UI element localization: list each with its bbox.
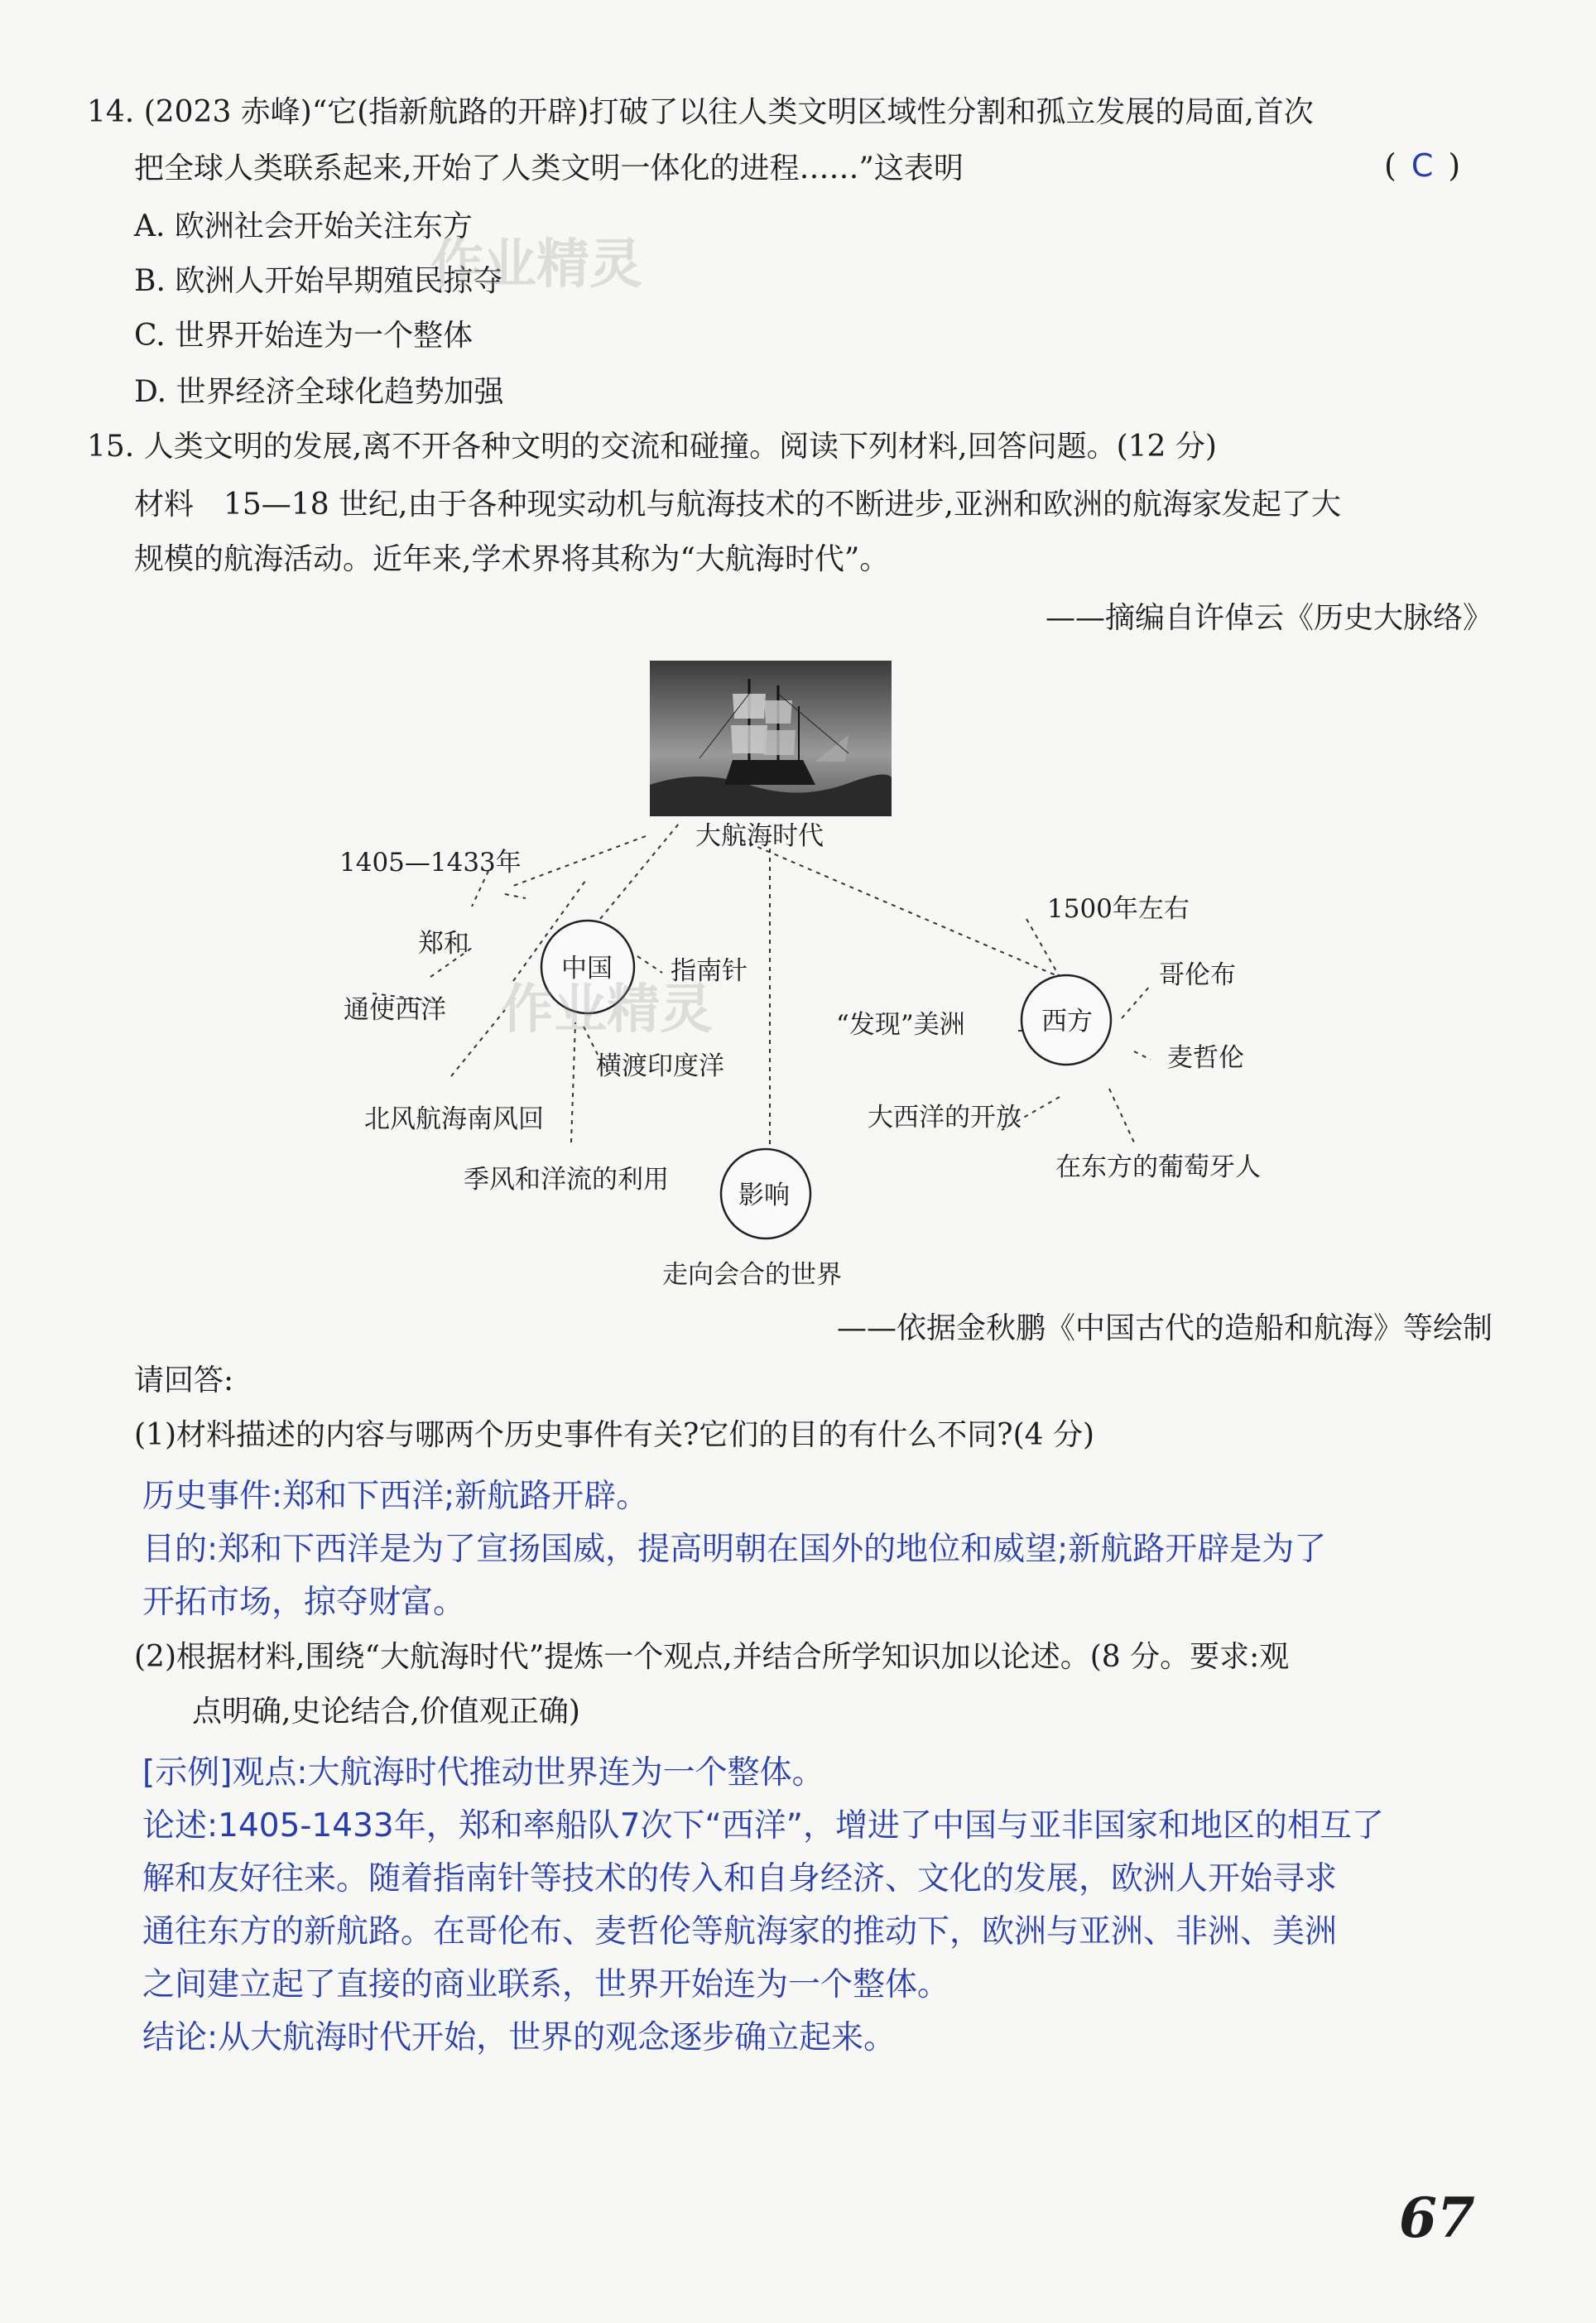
west-item-2: 麦哲伦 [1167, 1043, 1244, 1073]
china-item-6: 指南针 [671, 956, 748, 986]
q14-answer: C [1411, 147, 1434, 184]
q15-sub2-line2: 点明确,史论结合,价值观正确) [192, 1695, 580, 1729]
page-number: 67 [1399, 2186, 1475, 2250]
voyage-diagram [298, 646, 1341, 1308]
q15-source1: ——摘编自许倬云《历史大脉络》 [1045, 601, 1493, 635]
q14-option-d: D. 世界经济全球化趋势加强 [134, 375, 504, 409]
q15-ans2-line2: 论述:1405-1433年，郑和率船队7次下“西洋”，增进了中国与亚非国家和地区的相互了 [142, 1807, 1384, 1844]
q15-ask: 请回答: [134, 1364, 234, 1397]
influence-item: 走向会合的世界 [662, 1260, 842, 1290]
q15-ans2-line6: 结论:从大航海时代开始，世界的观念逐步确立起来。 [142, 2019, 897, 2056]
watermark-2: 作业精灵 [501, 979, 713, 1041]
paren-close: ) [1448, 147, 1461, 184]
china-item-1: 郑和 [418, 929, 469, 959]
watermark: 作业精灵 [430, 234, 642, 296]
q15-material-line2: 规模的航海活动。近年来,学术界将其称为“大航海时代”。 [134, 542, 890, 576]
q15-sub1: (1)材料描述的内容与哪两个历史事件有关?它们的目的有什么不同?(4 分) [134, 1418, 1095, 1452]
q14-option-a: A. 欧洲社会开始关注东方 [134, 209, 473, 243]
china-item-0: 1405—1433年 [339, 848, 522, 878]
q14-answer-bracket [1384, 147, 1460, 184]
q15-sub2-line1: (2)根据材料,围绕“大航海时代”提炼一个观点,并结合所学知识加以论述。(8 分。要求:观 [134, 1640, 1290, 1674]
west-item-5: “发现”美洲 [836, 1010, 965, 1040]
q15-stem: 15. 人类文明的发展,离不开各种文明的交流和碰撞。阅读下列材料,回答问题。(12 分) [87, 430, 1217, 464]
west-item-1: 哥伦布 [1159, 960, 1236, 990]
q15-ans2-line4: 通往东方的新航路。在哥伦布、麦哲伦等航海家的推动下，欧洲与亚洲、非洲、美洲 [142, 1913, 1338, 1950]
china-item-3: 北风航海南风回 [364, 1104, 544, 1134]
west-item-0: 1500年左右 [1047, 894, 1190, 924]
q15-ans2-line1: [示例]观点:大航海时代推动世界连为一个整体。 [142, 1754, 824, 1792]
q15-ans2-line5: 之间建立起了直接的商业联系，世界开始连为一个整体。 [142, 1966, 950, 2003]
china-label: 中国 [561, 954, 613, 984]
west-item-3: 在东方的葡萄牙人 [1055, 1152, 1261, 1182]
q15-material-line1: 材料 15—18 世纪,由于各种现实动机与航海技术的不断进步,亚洲和欧洲的航海家发起了大 [134, 488, 1341, 522]
q15-ans1-line3: 开拓市场，掠夺财富。 [142, 1584, 466, 1621]
q15-ans2-line3: 解和友好往来。随着指南针等技术的传入和自身经济、文化的发展，欧洲人开始寻求 [142, 1860, 1338, 1897]
q14-option-b: B. 欧洲人开始早期殖民掠夺 [134, 264, 503, 298]
china-item-4: 季风和洋流的利用 [464, 1165, 669, 1195]
q14-stem-line1: 14. (2023 赤峰)“它(指新航路的开辟)打破了以往人类文明区域性分割和孤立发展的局面,首次 [87, 95, 1314, 129]
q15-ans1-line2: 目的:郑和下西洋是为了宣扬国威，提高明朝在国外的地位和威望;新航路开辟是为了 [142, 1531, 1327, 1568]
q14-option-c: C. 世界开始连为一个整体 [134, 319, 474, 353]
china-item-5: 横渡印度洋 [596, 1051, 724, 1081]
west-item-4: 大西洋的开放 [868, 1103, 1022, 1133]
q15-source2: ——依据金秋鹏《中国古代的造船和航海》等绘制 [836, 1311, 1493, 1345]
west-label: 西方 [1041, 1007, 1093, 1036]
paren-open: ( [1384, 147, 1396, 184]
q15-ans1-line1: 历史事件:郑和下西洋;新航路开辟。 [142, 1478, 649, 1515]
influence-label: 影响 [738, 1181, 790, 1210]
china-item-2: 通使西洋 [344, 995, 446, 1025]
center-label: 大航海时代 [695, 821, 824, 851]
q14-stem-line2: 把全球人类联系起来,开始了人类文明一体化的进程……”这表明 [134, 152, 964, 185]
